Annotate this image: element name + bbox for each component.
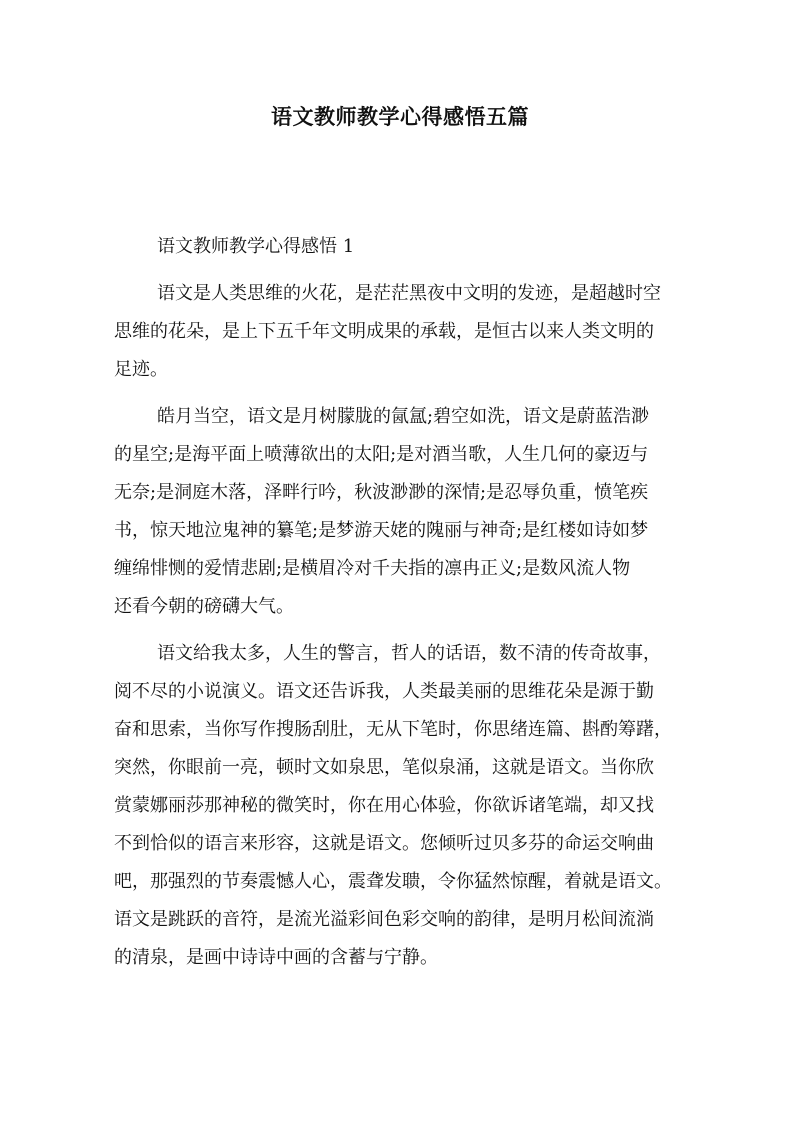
paragraph-line: 不到恰似的语言来形容，这就是语文。您倾听过贝多芬的命运交响曲: [114, 833, 654, 854]
section-heading: 语文教师教学心得感悟 1: [157, 236, 355, 257]
spacer: [114, 626, 691, 635]
paragraph-1: [114, 275, 691, 389]
paragraph-line: 还看今朝的磅礴大气。: [114, 596, 294, 617]
document-body: [114, 228, 691, 977]
paragraph-line: 的星空;是海平面上喷薄欲出的太阳;是对酒当歌，人生几何的豪迈与: [114, 444, 649, 465]
document-title: 语文教师教学心得感悟五篇: [271, 104, 529, 129]
paragraph-line: 赏蒙娜丽莎那神秘的微笑时，你在用心体验，你欲诉诸笔端，却又找: [114, 795, 654, 816]
spacer: [114, 389, 691, 398]
paragraph-line: 奋和思索，当你写作搜肠刮肚，无从下笔时，你思绪连篇、斟酌筹躇，: [114, 719, 672, 740]
paragraph-line: 缠绵悱恻的爱情悲剧;是横眉冷对千夫指的凛冉正义;是数风流人物: [114, 558, 631, 579]
spacer: [114, 266, 691, 275]
paragraph-line: 阅不尽的小说演义。语文还告诉我，人类最美丽的思维花朵是源于勤: [114, 681, 654, 702]
paragraph-line: 书，惊天地泣鬼神的纂笔;是梦游天姥的隗丽与神奇;是红楼如诗如梦: [114, 520, 649, 541]
paragraph-3: [114, 635, 691, 977]
paragraph-line: 吧，那强烈的节奏震憾人心，震聋发聩，令你猛然惊醒，着就是语文。: [114, 871, 672, 892]
paragraph-line: 突然，你眼前一亮，顿时文如泉思，笔似泉涌，这就是语文。当你欣: [114, 757, 654, 778]
paragraph-line: 的清泉，是画中诗诗中画的含蓄与宁静。: [114, 947, 438, 968]
paragraph-2: [114, 398, 691, 626]
paragraph-line: 语文是跳跃的音符，是流光溢彩间色彩交响的韵律，是明月松间流淌: [114, 909, 654, 930]
paragraph-line: 语文是人类思维的火花，是茫茫黑夜中文明的发迹，是超越时空: [157, 283, 661, 304]
paragraph-line: 思维的花朵，是上下五千年文明成果的承载，是恒古以来人类文明的: [114, 321, 654, 342]
paragraph-line: 无奈;是洞庭木落，泽畔行吟，秋波渺渺的深情;是忍辱负重，愤笔疾: [114, 482, 649, 503]
paragraph-line: 语文给我太多，人生的警言，哲人的话语，数不清的传奇故事，: [157, 643, 661, 664]
paragraph-line: 足迹。: [114, 359, 168, 380]
paragraph-line: 皓月当空，语文是月树朦胧的氤氲;碧空如洗，语文是蔚蓝浩渺: [157, 406, 650, 427]
